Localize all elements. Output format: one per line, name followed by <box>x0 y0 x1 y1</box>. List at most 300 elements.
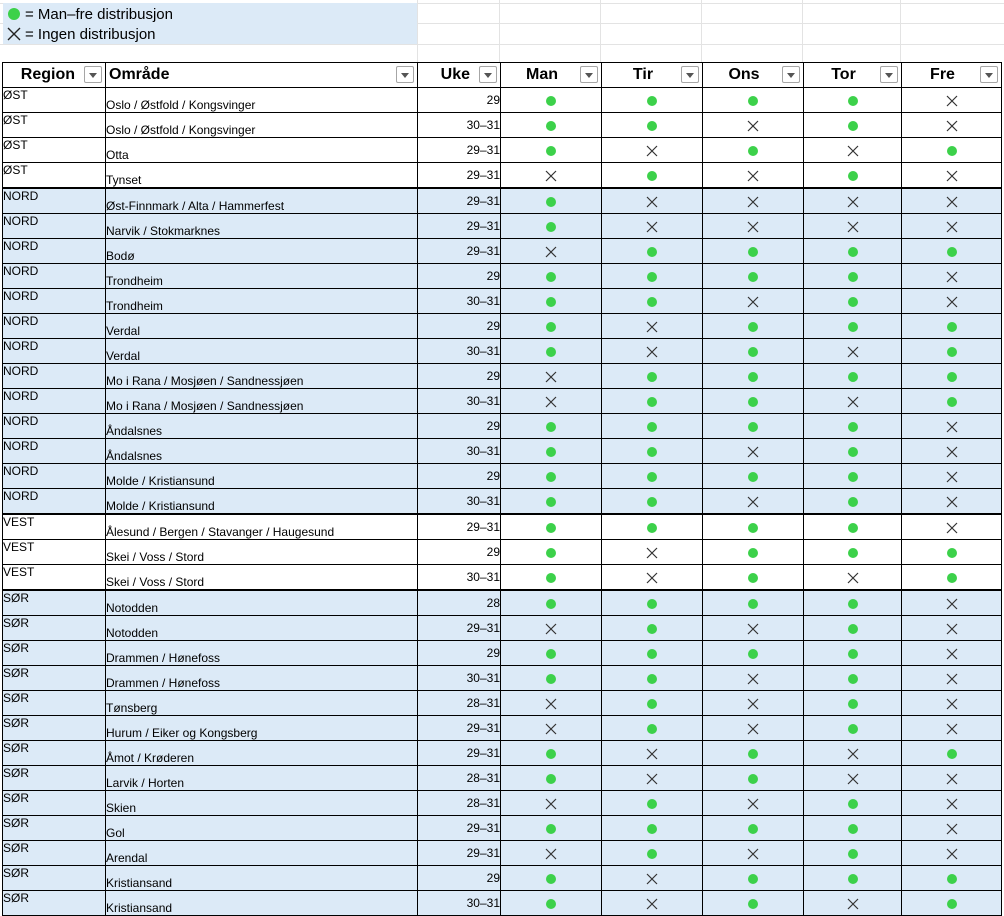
region-cell[interactable]: SØR <box>3 666 106 691</box>
week-cell[interactable]: 29–31 <box>418 514 501 540</box>
region-cell[interactable]: NORD <box>3 389 106 414</box>
day-cell-fri[interactable] <box>902 439 1002 464</box>
green-dot-icon <box>848 96 858 106</box>
x-mark-icon <box>747 798 759 810</box>
filter-dropdown-button[interactable] <box>782 66 800 83</box>
day-cell-wed[interactable] <box>703 138 804 163</box>
region-cell[interactable]: SØR <box>3 841 106 866</box>
area-cell[interactable]: Øst-Finnmark / Alta / Hammerfest <box>106 188 418 214</box>
day-cell-fri[interactable] <box>902 540 1002 565</box>
day-cell-tue[interactable] <box>602 666 703 691</box>
day-cell-fri[interactable] <box>902 188 1002 214</box>
day-cell-thu[interactable] <box>804 866 902 891</box>
day-cell-mon[interactable] <box>501 716 602 741</box>
week-cell[interactable]: 29–31 <box>418 188 501 214</box>
week-cell[interactable]: 28 <box>418 590 501 616</box>
week-cell[interactable]: 30–31 <box>418 489 501 515</box>
day-cell-mon[interactable] <box>501 565 602 591</box>
week-cell[interactable]: 29–31 <box>418 741 501 766</box>
day-cell-fri[interactable] <box>902 314 1002 339</box>
region-cell[interactable]: NORD <box>3 264 106 289</box>
day-cell-fri[interactable] <box>902 489 1002 515</box>
region-cell[interactable]: NORD <box>3 439 106 464</box>
day-cell-thu[interactable] <box>804 489 902 515</box>
day-cell-wed[interactable] <box>703 88 804 113</box>
region-cell[interactable]: ØST <box>3 113 106 138</box>
week-cell[interactable]: 29–31 <box>418 616 501 641</box>
day-cell-wed[interactable] <box>703 514 804 540</box>
area-cell[interactable]: Notodden <box>106 616 418 641</box>
day-cell-fri[interactable] <box>902 514 1002 540</box>
day-cell-mon[interactable] <box>501 741 602 766</box>
week-cell[interactable]: 30–31 <box>418 666 501 691</box>
day-cell-thu[interactable] <box>804 138 902 163</box>
day-cell-thu[interactable] <box>804 314 902 339</box>
day-cell-thu[interactable] <box>804 791 902 816</box>
day-cell-tue[interactable] <box>602 389 703 414</box>
day-cell-fri[interactable] <box>902 666 1002 691</box>
day-cell-wed[interactable] <box>703 816 804 841</box>
area-cell[interactable]: Åmot / Krøderen <box>106 741 418 766</box>
day-cell-mon[interactable] <box>501 163 602 189</box>
green-dot-icon <box>647 523 657 533</box>
region-cell[interactable]: NORD <box>3 414 106 439</box>
area-cell[interactable]: Kristiansand <box>106 866 418 891</box>
x-mark-icon <box>946 598 958 610</box>
region-cell[interactable]: SØR <box>3 716 106 741</box>
week-cell[interactable]: 29–31 <box>418 214 501 239</box>
day-cell-fri[interactable] <box>902 716 1002 741</box>
area-cell[interactable]: Bodø <box>106 239 418 264</box>
day-cell-wed[interactable] <box>703 439 804 464</box>
day-cell-mon[interactable] <box>501 289 602 314</box>
region-cell[interactable]: SØR <box>3 590 106 616</box>
region-cell[interactable]: SØR <box>3 816 106 841</box>
area-cell[interactable]: Drammen / Hønefoss <box>106 641 418 666</box>
header-region <box>3 63 106 88</box>
day-cell-fri[interactable] <box>902 113 1002 138</box>
day-cell-wed[interactable] <box>703 314 804 339</box>
day-cell-thu[interactable] <box>804 264 902 289</box>
region-cell[interactable]: NORD <box>3 188 106 214</box>
day-cell-thu[interactable] <box>804 666 902 691</box>
week-cell[interactable]: 29 <box>418 866 501 891</box>
area-cell[interactable]: Åndalsnes <box>106 414 418 439</box>
region-cell[interactable]: SØR <box>3 691 106 716</box>
green-dot-icon <box>546 548 556 558</box>
day-cell-mon[interactable] <box>501 666 602 691</box>
day-cell-mon[interactable] <box>501 339 602 364</box>
week-cell[interactable]: 29–31 <box>418 138 501 163</box>
day-cell-fri[interactable] <box>902 364 1002 389</box>
day-cell-tue[interactable] <box>602 264 703 289</box>
week-cell[interactable]: 28–31 <box>418 791 501 816</box>
day-cell-mon[interactable] <box>501 113 602 138</box>
region-cell[interactable]: ØST <box>3 138 106 163</box>
day-cell-mon[interactable] <box>501 691 602 716</box>
day-cell-tue[interactable] <box>602 364 703 389</box>
week-cell[interactable]: 28–31 <box>418 766 501 791</box>
region-cell[interactable]: SØR <box>3 766 106 791</box>
filter-dropdown-button[interactable] <box>580 66 598 83</box>
filter-dropdown-button[interactable] <box>880 66 898 83</box>
area-cell[interactable]: Verdal <box>106 339 418 364</box>
gridline <box>0 44 1004 45</box>
day-cell-wed[interactable] <box>703 766 804 791</box>
day-cell-mon[interactable] <box>501 414 602 439</box>
day-cell-wed[interactable] <box>703 389 804 414</box>
day-cell-thu[interactable] <box>804 389 902 414</box>
area-cell[interactable]: Verdal <box>106 314 418 339</box>
day-cell-wed[interactable] <box>703 339 804 364</box>
day-cell-thu[interactable] <box>804 214 902 239</box>
week-cell[interactable]: 29 <box>418 264 501 289</box>
day-cell-mon[interactable] <box>501 364 602 389</box>
day-cell-wed[interactable] <box>703 188 804 214</box>
area-cell[interactable]: Kristiansand <box>106 891 418 916</box>
region-cell[interactable]: NORD <box>3 289 106 314</box>
green-dot-icon <box>848 849 858 859</box>
region-cell[interactable]: SØR <box>3 791 106 816</box>
day-cell-thu[interactable] <box>804 163 902 189</box>
green-dot-icon <box>546 297 556 307</box>
week-cell[interactable]: 29–31 <box>418 816 501 841</box>
day-cell-mon[interactable] <box>501 841 602 866</box>
week-cell[interactable]: 30–31 <box>418 113 501 138</box>
area-cell[interactable]: Narvik / Stokmarknes <box>106 214 418 239</box>
day-cell-wed[interactable] <box>703 364 804 389</box>
green-dot-icon <box>546 96 556 106</box>
day-cell-mon[interactable] <box>501 891 602 916</box>
area-cell[interactable]: Larvik / Horten <box>106 766 418 791</box>
day-cell-tue[interactable] <box>602 163 703 189</box>
day-cell-wed[interactable] <box>703 741 804 766</box>
green-dot-icon <box>546 422 556 432</box>
day-cell-fri[interactable] <box>902 239 1002 264</box>
green-dot-icon <box>748 96 758 106</box>
day-cell-wed[interactable] <box>703 641 804 666</box>
day-cell-mon[interactable] <box>501 514 602 540</box>
day-cell-mon[interactable] <box>501 464 602 489</box>
day-cell-wed[interactable] <box>703 691 804 716</box>
region-cell[interactable]: NORD <box>3 339 106 364</box>
day-cell-wed[interactable] <box>703 565 804 591</box>
day-cell-tue[interactable] <box>602 113 703 138</box>
day-cell-fri[interactable] <box>902 766 1002 791</box>
area-cell[interactable]: Ålesund / Bergen / Stavanger / Haugesund <box>106 514 418 540</box>
day-cell-tue[interactable] <box>602 414 703 439</box>
region-cell[interactable]: NORD <box>3 489 106 515</box>
day-cell-mon[interactable] <box>501 791 602 816</box>
day-cell-tue[interactable] <box>602 716 703 741</box>
day-cell-thu[interactable] <box>804 364 902 389</box>
day-cell-tue[interactable] <box>602 339 703 364</box>
x-mark-icon <box>946 95 958 107</box>
week-cell[interactable]: 30–31 <box>418 339 501 364</box>
day-cell-thu[interactable] <box>804 741 902 766</box>
area-cell[interactable]: Mo i Rana / Mosjøen / Sandnessjøen <box>106 364 418 389</box>
area-cell[interactable]: Otta <box>106 138 418 163</box>
filter-dropdown-button[interactable] <box>396 66 414 83</box>
green-dot-icon <box>848 272 858 282</box>
day-cell-tue[interactable] <box>602 464 703 489</box>
region-cell[interactable]: NORD <box>3 364 106 389</box>
day-cell-wed[interactable] <box>703 113 804 138</box>
week-cell[interactable]: 29 <box>418 364 501 389</box>
area-cell[interactable]: Oslo / Østfold / Kongsvinger <box>106 113 418 138</box>
area-cell[interactable]: Oslo / Østfold / Kongsvinger <box>106 88 418 113</box>
day-cell-mon[interactable] <box>501 88 602 113</box>
week-cell[interactable]: 29 <box>418 464 501 489</box>
day-cell-mon[interactable] <box>501 641 602 666</box>
day-cell-wed[interactable] <box>703 264 804 289</box>
day-cell-tue[interactable] <box>602 88 703 113</box>
day-cell-fri[interactable] <box>902 841 1002 866</box>
day-cell-thu[interactable] <box>804 339 902 364</box>
day-cell-tue[interactable] <box>602 741 703 766</box>
day-cell-wed[interactable] <box>703 716 804 741</box>
week-cell[interactable]: 29 <box>418 314 501 339</box>
area-cell[interactable]: Notodden <box>106 590 418 616</box>
week-cell[interactable]: 29 <box>418 641 501 666</box>
filter-dropdown-button[interactable] <box>479 66 497 83</box>
day-cell-fri[interactable] <box>902 866 1002 891</box>
area-cell[interactable]: Gol <box>106 816 418 841</box>
day-cell-tue[interactable] <box>602 641 703 666</box>
area-cell[interactable]: Skien <box>106 791 418 816</box>
day-cell-tue[interactable] <box>602 565 703 591</box>
table-row <box>3 264 1002 289</box>
day-cell-tue[interactable] <box>602 766 703 791</box>
day-cell-thu[interactable] <box>804 239 902 264</box>
day-cell-mon[interactable] <box>501 389 602 414</box>
day-cell-fri[interactable] <box>902 891 1002 916</box>
day-cell-fri[interactable] <box>902 339 1002 364</box>
day-cell-wed[interactable] <box>703 866 804 891</box>
area-cell[interactable]: Molde / Kristiansund <box>106 464 418 489</box>
day-cell-fri[interactable] <box>902 741 1002 766</box>
day-cell-thu[interactable] <box>804 766 902 791</box>
green-dot-icon <box>546 146 556 156</box>
day-cell-thu[interactable] <box>804 414 902 439</box>
area-cell[interactable]: Skei / Voss / Stord <box>106 565 418 591</box>
table-row <box>3 88 1002 113</box>
region-cell[interactable]: VEST <box>3 540 106 565</box>
week-cell[interactable]: 30–31 <box>418 439 501 464</box>
day-cell-wed[interactable] <box>703 239 804 264</box>
week-cell[interactable]: 29 <box>418 540 501 565</box>
day-cell-mon[interactable] <box>501 590 602 616</box>
day-cell-fri[interactable] <box>902 590 1002 616</box>
day-cell-tue[interactable] <box>602 866 703 891</box>
day-cell-tue[interactable] <box>602 590 703 616</box>
day-cell-thu[interactable] <box>804 464 902 489</box>
day-cell-tue[interactable] <box>602 841 703 866</box>
area-cell[interactable]: Tønsberg <box>106 691 418 716</box>
day-cell-thu[interactable] <box>804 540 902 565</box>
x-mark-icon <box>946 848 958 860</box>
day-cell-wed[interactable] <box>703 414 804 439</box>
day-cell-thu[interactable] <box>804 841 902 866</box>
day-cell-mon[interactable] <box>501 489 602 515</box>
region-cell[interactable]: SØR <box>3 616 106 641</box>
green-dot-icon <box>546 497 556 507</box>
day-cell-tue[interactable] <box>602 616 703 641</box>
green-dot-icon <box>647 422 657 432</box>
x-mark-icon <box>847 898 859 910</box>
x-mark-icon <box>545 698 557 710</box>
day-cell-thu[interactable] <box>804 816 902 841</box>
day-cell-mon[interactable] <box>501 264 602 289</box>
week-cell[interactable]: 30–31 <box>418 891 501 916</box>
region-cell[interactable]: VEST <box>3 514 106 540</box>
region-cell[interactable]: NORD <box>3 464 106 489</box>
week-cell[interactable]: 30–31 <box>418 389 501 414</box>
region-cell[interactable]: ØST <box>3 88 106 113</box>
area-cell[interactable]: Mo i Rana / Mosjøen / Sandnessjøen <box>106 389 418 414</box>
week-cell[interactable]: 30–31 <box>418 565 501 591</box>
day-cell-tue[interactable] <box>602 489 703 515</box>
area-cell[interactable]: Hurum / Eiker og Kongsberg <box>106 716 418 741</box>
day-cell-tue[interactable] <box>602 214 703 239</box>
legend-available <box>7 4 173 24</box>
day-cell-thu[interactable] <box>804 641 902 666</box>
day-cell-tue[interactable] <box>602 691 703 716</box>
header-fri <box>902 63 1002 88</box>
day-cell-tue[interactable] <box>602 514 703 540</box>
day-cell-thu[interactable] <box>804 691 902 716</box>
day-cell-fri[interactable] <box>902 616 1002 641</box>
day-cell-thu[interactable] <box>804 716 902 741</box>
day-cell-fri[interactable] <box>902 464 1002 489</box>
day-cell-wed[interactable] <box>703 289 804 314</box>
week-cell[interactable]: 29–31 <box>418 841 501 866</box>
day-cell-tue[interactable] <box>602 816 703 841</box>
region-cell[interactable]: SØR <box>3 891 106 916</box>
day-cell-fri[interactable] <box>902 88 1002 113</box>
day-cell-fri[interactable] <box>902 691 1002 716</box>
day-cell-thu[interactable] <box>804 188 902 214</box>
week-cell[interactable]: 28–31 <box>418 691 501 716</box>
day-cell-wed[interactable] <box>703 214 804 239</box>
area-cell[interactable]: Tynset <box>106 163 418 189</box>
day-cell-tue[interactable] <box>602 439 703 464</box>
day-cell-fri[interactable] <box>902 289 1002 314</box>
day-cell-wed[interactable] <box>703 163 804 189</box>
filter-dropdown-button[interactable] <box>681 66 699 83</box>
week-cell[interactable]: 29 <box>418 414 501 439</box>
day-cell-wed[interactable] <box>703 540 804 565</box>
day-cell-tue[interactable] <box>602 239 703 264</box>
day-cell-thu[interactable] <box>804 565 902 591</box>
day-cell-tue[interactable] <box>602 540 703 565</box>
day-cell-thu[interactable] <box>804 590 902 616</box>
day-cell-fri[interactable] <box>902 565 1002 591</box>
day-cell-thu[interactable] <box>804 289 902 314</box>
day-cell-tue[interactable] <box>602 138 703 163</box>
day-cell-wed[interactable] <box>703 891 804 916</box>
area-cell[interactable]: Arendal <box>106 841 418 866</box>
day-cell-mon[interactable] <box>501 616 602 641</box>
day-cell-mon[interactable] <box>501 214 602 239</box>
day-cell-tue[interactable] <box>602 891 703 916</box>
day-cell-wed[interactable] <box>703 841 804 866</box>
region-cell[interactable]: SØR <box>3 641 106 666</box>
day-cell-wed[interactable] <box>703 666 804 691</box>
day-cell-mon[interactable] <box>501 439 602 464</box>
day-cell-mon[interactable] <box>501 188 602 214</box>
day-cell-tue[interactable] <box>602 289 703 314</box>
day-cell-wed[interactable] <box>703 489 804 515</box>
area-cell[interactable]: Trondheim <box>106 264 418 289</box>
region-cell[interactable]: SØR <box>3 741 106 766</box>
day-cell-fri[interactable] <box>902 138 1002 163</box>
day-cell-mon[interactable] <box>501 314 602 339</box>
day-cell-fri[interactable] <box>902 414 1002 439</box>
day-cell-mon[interactable] <box>501 138 602 163</box>
week-cell[interactable]: 29–31 <box>418 716 501 741</box>
table-row <box>3 540 1002 565</box>
filter-dropdown-button[interactable] <box>980 66 998 83</box>
day-cell-thu[interactable] <box>804 514 902 540</box>
day-cell-wed[interactable] <box>703 464 804 489</box>
day-cell-thu[interactable] <box>804 113 902 138</box>
area-cell[interactable]: Åndalsnes <box>106 439 418 464</box>
day-cell-tue[interactable] <box>602 314 703 339</box>
region-cell[interactable]: NORD <box>3 239 106 264</box>
day-cell-thu[interactable] <box>804 891 902 916</box>
day-cell-fri[interactable] <box>902 389 1002 414</box>
day-cell-fri[interactable] <box>902 214 1002 239</box>
region-cell[interactable]: VEST <box>3 565 106 591</box>
area-cell[interactable]: Molde / Kristiansund <box>106 489 418 515</box>
day-cell-wed[interactable] <box>703 590 804 616</box>
week-cell[interactable]: 29 <box>418 88 501 113</box>
area-cell[interactable]: Drammen / Hønefoss <box>106 666 418 691</box>
filter-dropdown-button[interactable] <box>84 66 102 83</box>
region-cell[interactable]: NORD <box>3 214 106 239</box>
day-cell-wed[interactable] <box>703 616 804 641</box>
region-cell[interactable]: NORD <box>3 314 106 339</box>
day-cell-mon[interactable] <box>501 816 602 841</box>
day-cell-thu[interactable] <box>804 88 902 113</box>
green-dot-icon <box>546 749 556 759</box>
week-cell[interactable]: 30–31 <box>418 289 501 314</box>
day-cell-tue[interactable] <box>602 791 703 816</box>
day-cell-mon[interactable] <box>501 866 602 891</box>
day-cell-mon[interactable] <box>501 766 602 791</box>
day-cell-fri[interactable] <box>902 163 1002 189</box>
week-cell[interactable]: 29–31 <box>418 239 501 264</box>
region-cell[interactable]: SØR <box>3 866 106 891</box>
day-cell-fri[interactable] <box>902 264 1002 289</box>
day-cell-fri[interactable] <box>902 816 1002 841</box>
area-cell[interactable]: Skei / Voss / Stord <box>106 540 418 565</box>
day-cell-fri[interactable] <box>902 641 1002 666</box>
day-cell-wed[interactable] <box>703 791 804 816</box>
day-cell-fri[interactable] <box>902 791 1002 816</box>
day-cell-tue[interactable] <box>602 188 703 214</box>
day-cell-thu[interactable] <box>804 616 902 641</box>
region-cell[interactable]: ØST <box>3 163 106 189</box>
day-cell-mon[interactable] <box>501 239 602 264</box>
day-cell-mon[interactable] <box>501 540 602 565</box>
x-mark-icon <box>545 848 557 860</box>
day-cell-thu[interactable] <box>804 439 902 464</box>
week-cell[interactable]: 29–31 <box>418 163 501 189</box>
area-cell[interactable]: Trondheim <box>106 289 418 314</box>
green-dot-icon <box>546 197 556 207</box>
